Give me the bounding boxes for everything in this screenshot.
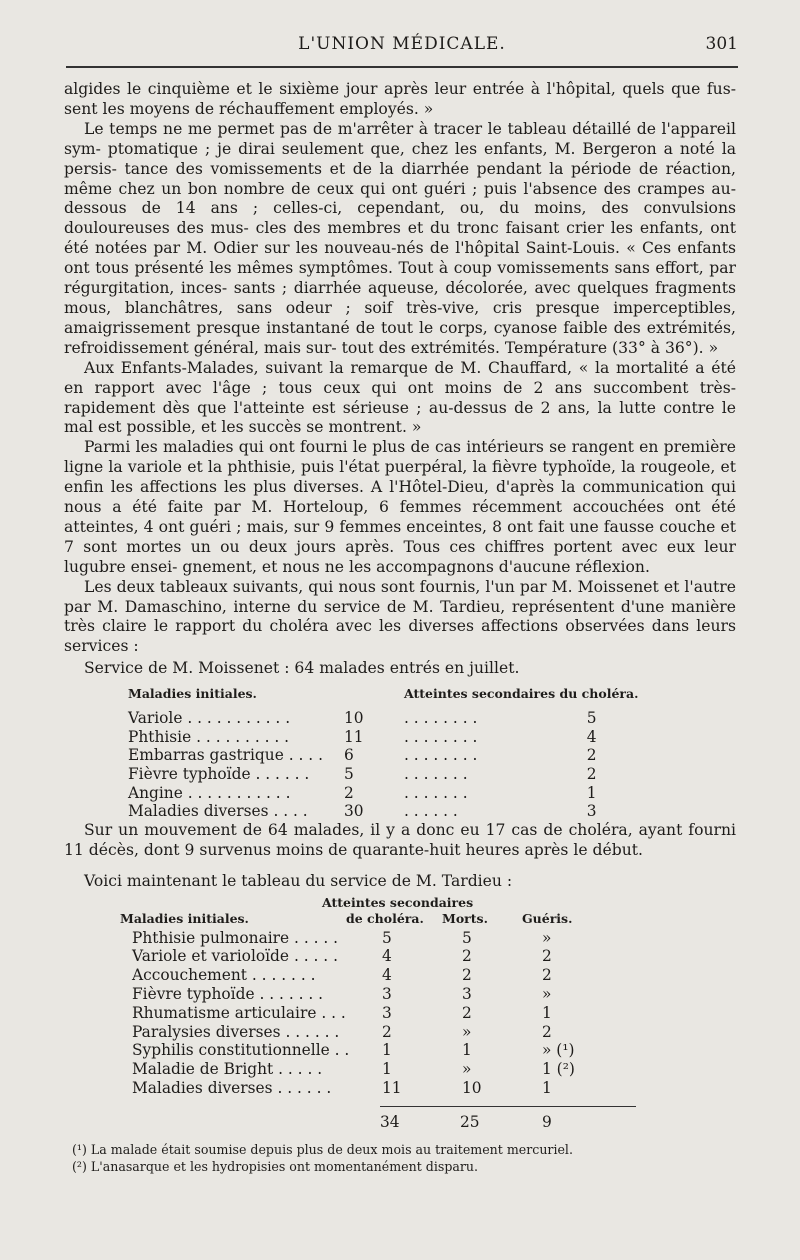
case-count: 11 — [344, 727, 364, 746]
dead-count: » — [462, 1060, 472, 1079]
case-count: 2 — [344, 783, 354, 802]
dead-count: » — [462, 1022, 472, 1041]
table-row — [132, 985, 602, 1004]
total-dead: 25 — [460, 1112, 480, 1131]
page-header — [66, 30, 738, 60]
totals-row — [64, 1107, 736, 1133]
disease-name: Rhumatisme articulaire — [132, 1003, 317, 1022]
page-number: 301 — [705, 34, 738, 54]
total-cured: 9 — [542, 1112, 552, 1131]
leader-dots: . . . . . . . . . . . — [187, 709, 291, 728]
tardieu-table — [132, 929, 602, 1098]
leader-dots: . . . . . . . — [404, 765, 468, 784]
disease-name: Fièvre typhoïde — [132, 985, 255, 1004]
leader-dots: . . . . . . . . — [404, 727, 478, 746]
paragraph: Les deux tableaux suivants, qui nous sont fournis, l'un par M. Moissenet et l'autre par M. Damaschino, interne du service de M. Tardieu, représentent d'une manière très claire le rapport du choléra avec les diverses affections observées dans leurs services : — [64, 577, 736, 656]
disease-name: Syphilis constitutionnelle — [132, 1041, 330, 1060]
paragraph: Parmi les maladies qui ont fourni le plus de cas intérieurs se rangent en première ligne la variole et la phthisie, puis l'état puerpéral, la fièvre typhoïde, la rougeole, et enfin les affections les plus diverses. A l'Hôtel-Dieu, d'après la communication qui nous a été faite par M. Horteloup, 6 femmes récemment accouchées ont été atteintes, 4 ont guéri ; mais, sur 9 femmes enceintes, 8 ont fait une fausse couche et 7 sont mortes un ou deux jours après. Tous ces chiffres portent avec eux leur lugubre ensei- gnement, et nous ne les accompagnons d'aucune réflexion. — [64, 438, 736, 576]
table2-intro: Voici maintenant le tableau du service de M. Tardieu : — [84, 871, 513, 890]
disease-name: Variole — [128, 709, 183, 728]
dead-count: 3 — [462, 985, 472, 1004]
paragraph: Le temps ne me permet pas de m'arrêter à tracer le tableau détaillé de l'appareil sym- ptomatique ; je dirai seulement que, chez les enfants, M. Bergeron a noté la persis- tance des vomissements et de la diarrhée pendant la période de réaction, même chez un bon nombre de ceux qui ont guéri ; puis l'absence des crampes au-dessous de 14 ans ; celles-ci, cependant, ou, du moins, des convulsions douloureuses des mus- cles des membres et du tronc faisant crier les enfants, ont été notées par M. Odier sur les nouveau-nés de l'hôpital Saint-Louis. « Ces enfants ont tous présenté les mêmes symptômes. Tout à coup vomissements sans effort, par régurgitation, inces- sants ; diarrhée aqueuse, décolorée, avec quelques fragments mous, blanchâtres, sans odeur ; soif très-vive, cris presque imperceptibles, amaigrissement presque instantané de tout le corps, cyanose faible des extrémités, refroidissement général, mais sur- tout des extrémités. Température (33° à 36°). » — [64, 119, 736, 357]
disease-name: Phthisie pulmonaire — [132, 928, 290, 947]
case-count: 30 — [344, 802, 364, 821]
dead-count: 10 — [462, 1079, 482, 1098]
cholera-count: 1 — [586, 783, 597, 802]
footnote: (¹) La malade était soumise depuis plus de deux mois au traitement mercuriel. — [72, 1141, 573, 1157]
dead-count: 2 — [462, 1003, 472, 1022]
table-row — [132, 947, 602, 966]
cholera-count: 11 — [382, 1079, 402, 1098]
cured-count: » — [542, 928, 552, 947]
disease-name: Maladies diverses — [132, 1079, 273, 1098]
cholera-count: 4 — [586, 727, 597, 746]
col-secondary-header-top: Atteintes secondaires — [322, 894, 474, 910]
total-cholera: 34 — [380, 1112, 400, 1131]
dead-count: 5 — [462, 928, 472, 947]
table-row — [128, 728, 638, 747]
tardieu-section — [64, 871, 736, 1133]
col-secondary-header-bottom: de choléra. — [346, 910, 424, 926]
table1-title: Service de M. Moissenet : 64 malades entrés en juillet. — [84, 659, 520, 678]
table-row — [132, 966, 602, 985]
leader-dots: . . . . . . — [404, 802, 458, 821]
disease-name: Maladie de Bright — [132, 1060, 274, 1079]
disease-name: Phthisie — [128, 727, 192, 746]
leader-dots: . . . . . . . . — [404, 746, 478, 765]
disease-name: Maladies diverses — [128, 802, 269, 821]
cured-count: 2 — [542, 1022, 552, 1041]
footnote: (²) L'anasarque et les hydropisies ont momentanément disparu. — [72, 1158, 479, 1174]
table-row — [128, 784, 638, 803]
table2-header — [64, 891, 736, 929]
table-row — [132, 1023, 602, 1042]
table-row — [128, 802, 638, 821]
cholera-count: 4 — [382, 947, 392, 966]
leader-dots: . . . . . . — [277, 1079, 332, 1098]
cured-count: » (¹) — [542, 1041, 575, 1060]
cholera-count: 1 — [382, 1060, 392, 1079]
cholera-count: 2 — [586, 746, 597, 765]
table-row — [128, 709, 638, 728]
running-title: L'UNION MÉDICALE. — [298, 34, 506, 54]
cured-count: 2 — [542, 947, 552, 966]
table-row — [132, 1004, 602, 1023]
header-rule — [66, 66, 738, 68]
col-initial-header: Maladies initiales. — [120, 910, 249, 926]
leader-dots: . . . . . . . — [259, 985, 324, 1004]
cholera-count: 3 — [586, 802, 597, 821]
leader-dots: . . . — [321, 1003, 346, 1022]
disease-name: Paralysies diverses — [132, 1022, 281, 1041]
moissenet-table — [128, 686, 638, 821]
cured-count: » — [542, 985, 552, 1004]
leader-dots: . . . . . . — [285, 1022, 340, 1041]
table-row — [132, 1079, 602, 1098]
cholera-count: 1 — [382, 1041, 392, 1060]
leader-dots: . . . . — [288, 746, 323, 765]
disease-name: Angine — [128, 783, 183, 802]
leader-dots: . . . . . — [293, 947, 338, 966]
leader-dots: . . . . . — [278, 1060, 323, 1079]
cured-count: 2 — [542, 966, 552, 985]
case-count: 6 — [344, 746, 354, 765]
summary-paragraph: Sur un mouvement de 64 malades, il y a donc eu 17 cas de choléra, ayant fourni 11 décès, dont 9 survenus moins de quarante-huit heures après le début. — [64, 820, 736, 859]
leader-dots: . . . . . . . . — [404, 709, 478, 728]
dead-count: 1 — [462, 1041, 472, 1060]
table-row — [132, 1060, 602, 1079]
case-count: 10 — [344, 709, 364, 728]
article-body — [64, 80, 736, 1175]
col-initial-header: Maladies initiales. — [128, 686, 257, 702]
leader-dots: . . . . . . . — [404, 783, 468, 802]
footnotes — [64, 1141, 736, 1175]
cured-count: 1 — [542, 1079, 552, 1098]
cholera-count: 5 — [382, 928, 392, 947]
table-row — [128, 765, 638, 784]
disease-name: Embarras gastrique — [128, 746, 284, 765]
cholera-count: 2 — [382, 1022, 392, 1041]
cured-count: 1 — [542, 1003, 552, 1022]
cholera-count: 5 — [586, 709, 597, 728]
leader-dots: . . . . . . . — [251, 966, 316, 985]
col-dead-header: Morts. — [442, 910, 488, 926]
cholera-count: 3 — [382, 985, 392, 1004]
table-row — [132, 929, 602, 948]
leader-dots: . . — [334, 1041, 350, 1060]
cured-count: 1 (²) — [542, 1060, 575, 1079]
table-row — [132, 1041, 602, 1060]
paragraph: Aux Enfants-Malades, suivant la remarque de M. Chauffard, « la mortalité a été en rapport avec l'âge ; tous ceux qui ont moins de 2 ans succombent très-rapidement dès que l'atteinte est sérieuse ; au-dessus de 2 ans, la lutte contre le mal est possible, et les succès se montrent. » — [64, 358, 736, 437]
case-count: 5 — [344, 765, 354, 784]
leader-dots: . . . . . . . . . . . — [187, 783, 291, 802]
disease-name: Fièvre typhoïde — [128, 765, 251, 784]
col-secondary-header: Atteintes secondaires du choléra. — [404, 686, 639, 702]
leader-dots: . . . . . — [294, 928, 339, 947]
cholera-count: 2 — [586, 765, 597, 784]
leader-dots: . . . . . . — [255, 765, 310, 784]
leader-dots: . . . . — [273, 802, 308, 821]
cholera-count: 3 — [382, 1003, 392, 1022]
col-cured-header: Guéris. — [522, 910, 573, 926]
cholera-count: 4 — [382, 966, 392, 985]
disease-name: Accouchement — [132, 966, 247, 985]
paragraph: algides le cinquième et le sixième jour après leur entrée à l'hôpital, quels que fus- sent les moyens de réchauffement employés. » — [64, 80, 736, 118]
table-row — [128, 746, 638, 765]
dead-count: 2 — [462, 947, 472, 966]
leader-dots: . . . . . . . . . . — [196, 727, 290, 746]
dead-count: 2 — [462, 966, 472, 985]
disease-name: Variole et varioloïde — [132, 947, 290, 966]
